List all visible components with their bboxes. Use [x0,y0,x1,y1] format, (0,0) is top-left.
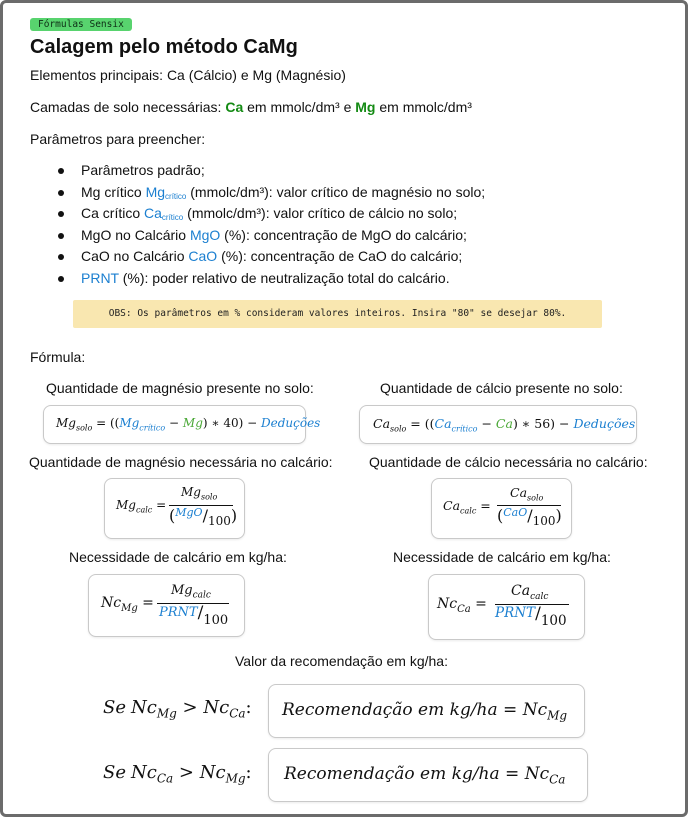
eq-var: Mg [182,416,203,430]
eq-deducoes: Deduções [261,416,321,430]
param-text: MgO no Calcário [81,226,190,243]
rec-b-sub: Ca [229,706,246,721]
rec-b-sub: Mg [225,771,246,786]
eq-lhs: Mg [116,498,136,512]
rec-box-2 [268,748,588,802]
frac-numerator [510,485,543,503]
camadas-text [30,99,472,115]
frac-denominator: (CaO/100) [497,506,562,528]
formula-heading: Fórmula: [30,349,86,365]
eq-num: Mg [171,583,193,598]
param-item [58,246,485,268]
param-text: Ca crítico [81,205,145,221]
eq-hundred: 100 [207,514,231,528]
eq-den: MgO [175,506,203,519]
param-name: CaO [188,248,218,264]
eq-lhs-sub: calc [460,506,477,516]
obs-note: OBS: Os parâmetros em % consideram valores inteiros. Insira "80" se desejar 80%. [73,300,602,328]
param-name: Mg [145,183,166,200]
param-sub: crítico [165,191,187,201]
rec-condition-2: Se $Nc_{Ca} > Nc_{Mg}$: [103,762,252,786]
eq-num: Ca [510,485,528,500]
rec-a-sub: Ca [156,771,174,786]
camadas-mg: Mg [355,99,376,115]
category-tag: Fórmulas Sensix [30,18,132,31]
param-desc: (%): concentração de CaO do calcário; [217,248,463,264]
param-item [58,160,485,182]
eq-var: Ca [495,416,513,431]
param-text: CaO no Calcário [81,248,189,264]
rec-a-sub: Mg [156,706,177,721]
label-nc-mg: Necessidade de calcário em kg/ha: [69,549,287,565]
eq-den: PRNT [495,605,536,621]
eq-lhs: Ca [373,416,391,431]
eq-lhs: Nc [437,596,458,612]
eq-hundred: 100 [540,613,567,629]
eq-den: CaO [503,506,528,519]
param-item [58,225,485,247]
formula-box-ca-calc [431,478,572,539]
camadas-ca: Ca [225,99,244,115]
eq-lhs-sub: solo [75,423,93,433]
rec-text: Recomendação em kg/ha [282,700,498,720]
formula-ca-calc-lhs: $Ca_{calc}$ = [443,498,491,516]
eq-num-sub: calc [192,590,211,601]
eq-factor: 40 [223,416,239,430]
rec-text: Recomendação em kg/ha [284,764,500,784]
rec-a: Nc [131,697,157,718]
eq-lhs-sub: Mg [121,602,138,614]
eq-num: Mg [181,485,201,499]
eq-num-sub: solo [527,493,544,503]
camadas-suffix: em mmolc/dm³ [375,99,472,115]
param-desc: (%): poder relativo de neutralização total do calcário. [118,269,450,286]
param-sub: crítico [161,213,184,222]
rec-r: Nc [522,700,548,720]
eq-factor: 56 [534,416,551,431]
eq-lhs-sub: solo [390,424,407,434]
param-name: Ca [144,205,162,221]
eq-lhs-sub: calc [135,505,153,515]
rec-result-2: Recomendação em $kg/ha = Nc_{Ca}$ [284,764,566,787]
eq-num-sub: calc [530,591,549,602]
eq-crit-sub: crítico [451,424,478,434]
label-mg-calc: Quantidade de magnésio necessária no calcário: [29,454,333,470]
eq-crit: Ca [434,416,452,431]
eq-hundred: 100 [532,514,556,528]
eq-lhs-sub: Ca [457,603,471,615]
elementos-text: Elementos principais: Ca (Cálcio) e Mg (Magnésio) [30,67,346,83]
formula-box-nc-ca [428,574,585,640]
param-name: PRNT [81,269,119,286]
param-item [58,203,485,225]
param-item [58,268,485,290]
rec-r-sub: Mg [547,708,568,723]
eq-den: PRNT [159,605,198,620]
frac-denominator: (MgO/100) [169,506,238,528]
eq-deducoes: Deduções [573,416,636,431]
rec-b: Nc [203,697,230,718]
camadas-mid: em mmolc/dm³ e [243,99,356,115]
param-desc: (mmolc/dm³): valor crítico de cálcio no solo; [183,205,458,221]
page-title: Calagem pelo método CaMg [30,36,298,58]
eq-lhs: Ca [443,498,461,513]
parametros-heading: Parâmetros para preencher: [30,131,206,147]
frac-numerator [511,582,548,602]
rec-r: Nc [524,764,550,784]
eq-lhs: Nc [101,595,122,611]
rec-se: Se [103,697,126,718]
formula-ca-solo: $Ca_{solo} = ((Ca_{crítico} - Ca)$ ∗ 56) − Deduções [373,416,636,434]
frac-denominator: PRNT/100 [159,603,229,628]
params-list [58,160,485,289]
eq-num-sub: solo [200,492,218,502]
eq-lhs: Mg [56,416,76,430]
label-mg-solo: Quantidade de magnésio presente no solo: [46,380,314,396]
rec-b: Nc [199,762,226,783]
param-item [58,182,485,204]
formula-box-mg-calc [104,478,245,539]
rec-a: Nc [131,762,157,783]
label-ca-calc: Quantidade de cálcio necessária no calcário: [369,454,648,470]
formula-nc-mg-lhs: $Nc_{Mg}$ = [101,595,154,614]
frac-numerator [181,485,217,501]
rec-result-1: Recomendação em $kg/ha = Nc_{Mg}$ [282,700,568,723]
param-desc: (mmolc/dm³): valor crítico de magnésio no solo; [186,183,486,200]
eq-num: Ca [511,583,531,599]
formula-box-ca-solo [359,405,637,444]
label-recomendacao: Valor da recomendação em kg/ha: [235,653,448,669]
rec-box-1 [268,684,585,738]
formula-mg-calc-lhs: $Mg_{calc}$ = [116,498,167,515]
param-text: Parâmetros padrão; [81,162,205,178]
formula-mg-solo: $Mg_{solo} = ((Mg_{crítico} - Mg)$ ∗ 40) − Deduções [56,416,321,433]
rec-condition-1: Se $Nc_{Mg} > Nc_{Ca}$: [103,697,252,721]
camadas-prefix: Camadas de solo necessárias: [30,99,226,115]
rec-se: Se [103,762,126,783]
eq-crit-sub: crítico [139,423,166,433]
eq-hundred: 100 [203,613,229,628]
formula-box-mg-solo [43,405,321,444]
param-text: Mg crítico [81,183,146,200]
param-name: MgO [189,226,221,243]
formula-nc-ca-lhs: $Nc_{Ca}$ = [437,596,487,615]
frac-denominator: PRNT/100 [495,604,567,629]
label-ca-solo: Quantidade de cálcio presente no solo: [380,380,623,396]
formula-box-nc-mg [88,574,245,637]
rec-r-sub: Ca [549,772,566,787]
eq-crit: Mg [119,416,140,430]
param-desc: (%): concentração de MgO do calcário; [220,226,467,243]
frac-numerator [171,582,211,601]
label-nc-ca: Necessidade de calcário em kg/ha: [393,549,611,565]
